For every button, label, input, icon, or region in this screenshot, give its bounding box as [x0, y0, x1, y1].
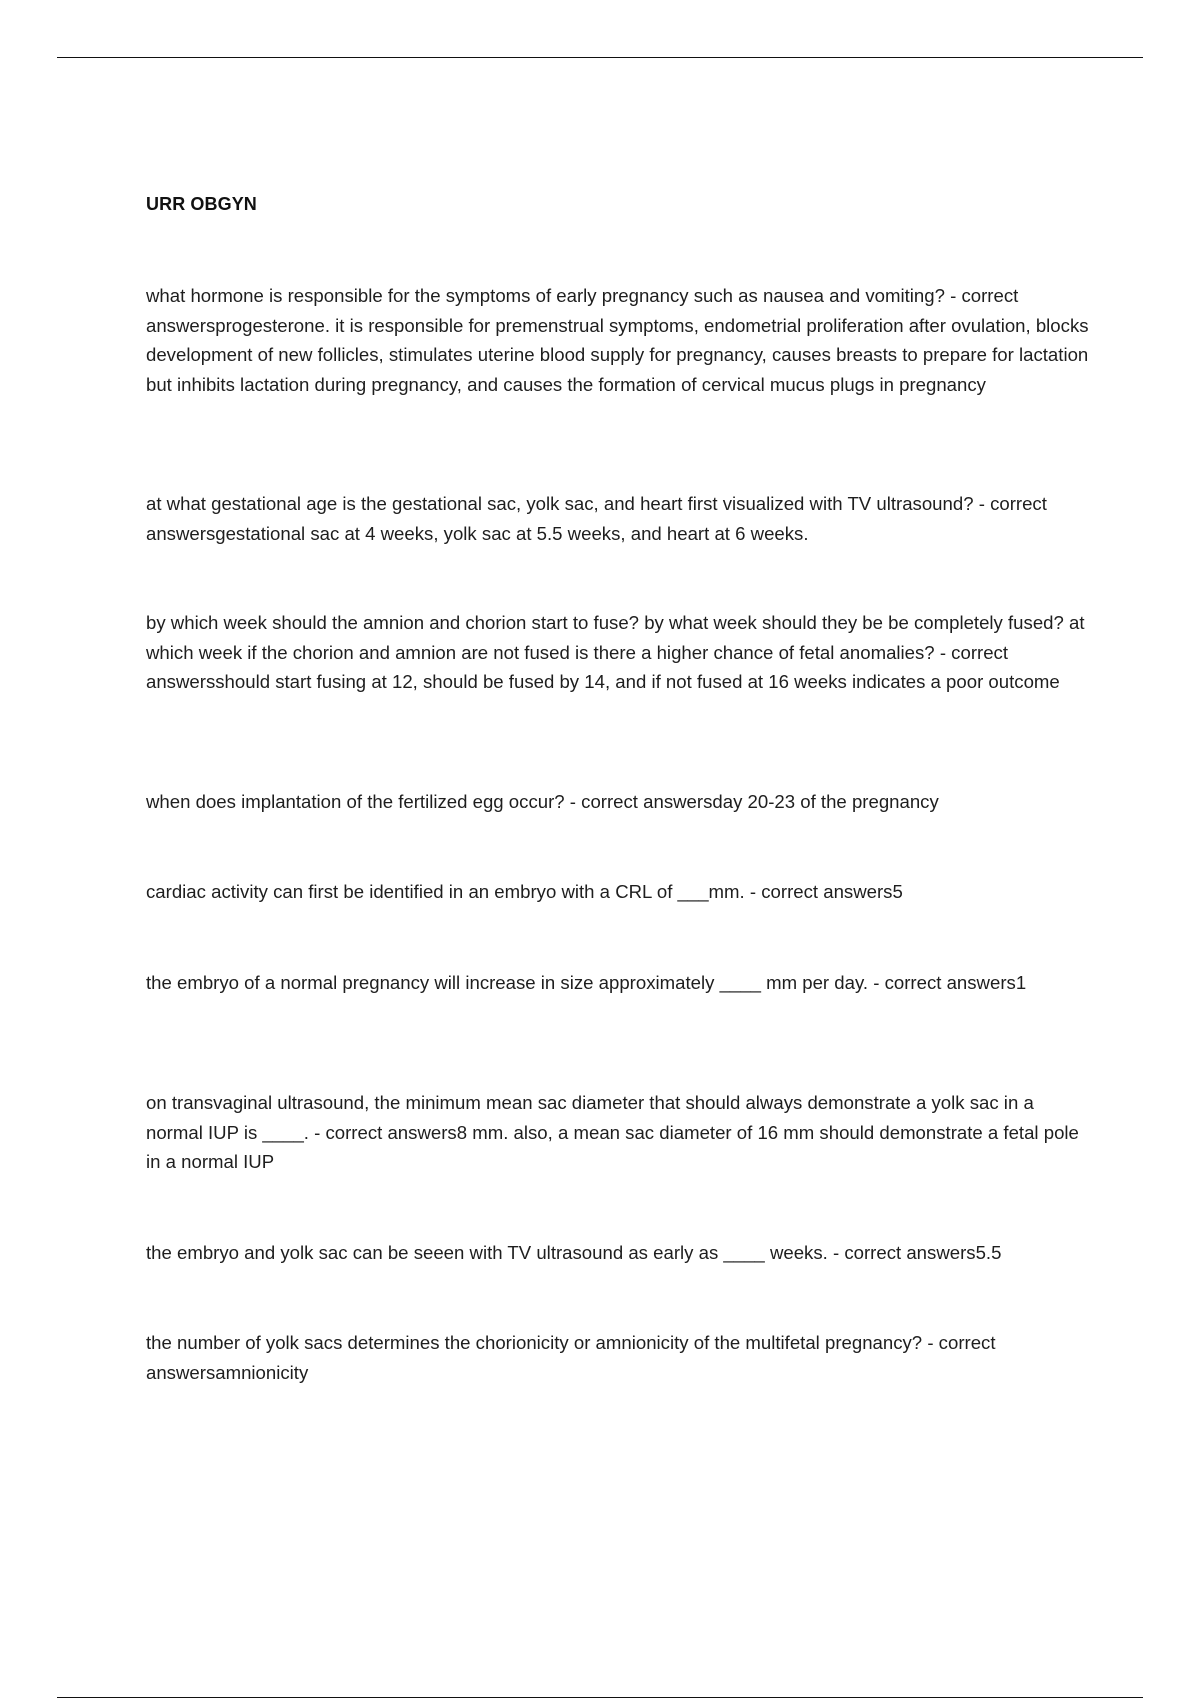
- question-text: by which week should the amnion and chorion start to fuse? by what week should they be be completely fused? at which week if the chorion and amnion are not fused is there a higher chance of fetal anomalies?: [146, 612, 1085, 663]
- question-text: what hormone is responsible for the symptoms of early pregnancy such as nausea and vomiting?: [146, 285, 945, 306]
- question-text: the embryo and yolk sac can be seeen with TV ultrasound as early as ____ weeks.: [146, 1242, 828, 1263]
- bottom-rule: [57, 1697, 1143, 1698]
- qa-item-mean-sac-diameter: [146, 1088, 1090, 1177]
- top-rule: [57, 57, 1143, 58]
- question-text: cardiac activity can first be identified in an embryo with a CRL of ___mm.: [146, 881, 745, 902]
- answer-separator: - correct answers: [827, 1242, 976, 1263]
- qa-item-hormone: [146, 281, 1090, 399]
- answer-text: progesterone. it is responsible for premenstrual symptoms, endometrial proliferation after ovulation, blocks development of new follicles, stimulates uterine blood supply for pregnancy, causes breasts to prepare for lactation but inhibits lactation during pregnancy, and causes the formation of cervical mucus plugs in pregnancy: [146, 314, 1089, 395]
- qa-item-cardiac-activity: [146, 877, 1090, 907]
- answer-separator: - correct answers: [744, 881, 893, 902]
- qa-item-embryo-growth: [146, 968, 1090, 998]
- question-text: on transvaginal ultrasound, the minimum mean sac diameter that should always demonstrate a yolk sac in a normal IUP is ____.: [146, 1092, 1034, 1143]
- answer-text: 8 mm. also, a mean sac diameter of 16 mm should demonstrate a fetal pole in a normal IUP: [146, 1121, 1079, 1172]
- question-text: the number of yolk sacs determines the chorionicity or amnionicity of the multifetal pregnancy?: [146, 1332, 923, 1353]
- qa-item-implantation: [146, 787, 1090, 817]
- answer-separator: - correct answers: [308, 1121, 457, 1143]
- answer-separator: - correct answers: [146, 285, 1019, 336]
- question-text: at what gestational age is the gestational sac, yolk sac, and heart first visualized with TV ultrasound?: [146, 493, 974, 514]
- qa-item-gestational-age: [146, 489, 1090, 548]
- answer-separator: - correct answers: [564, 791, 713, 812]
- answer-separator: - correct answers: [146, 493, 1047, 544]
- answer-separator: - correct answers: [868, 972, 1016, 993]
- question-text: the embryo of a normal pregnancy will increase in size approximately ____ mm per day.: [146, 972, 869, 993]
- answer-text: 1: [1015, 972, 1027, 993]
- question-text: when does implantation of the fertilized egg occur?: [146, 791, 565, 812]
- answer-text: 5: [892, 881, 903, 902]
- answer-text: day 20-23 of the pregnancy: [712, 791, 939, 812]
- qa-item-amnion-chorion: [146, 608, 1090, 697]
- answer-text: should start fusing at 12, should be fused by 14, and if not fused at 16 weeks indicates a poor outcome: [215, 671, 1060, 692]
- page-title: URR OBGYN: [146, 194, 257, 214]
- qa-item-yolk-sac-visibility: [146, 1238, 1090, 1268]
- qa-item-yolk-sac-count: [146, 1328, 1090, 1387]
- answer-separator: - correct answers: [146, 1332, 996, 1383]
- answer-text: gestational sac at 4 weeks, yolk sac at 5.5 weeks, and heart at 6 weeks.: [215, 522, 809, 544]
- answer-text: 5.5: [975, 1242, 1002, 1263]
- answer-text: amnionicity: [215, 1361, 309, 1383]
- answer-separator: - correct answers: [146, 641, 1009, 692]
